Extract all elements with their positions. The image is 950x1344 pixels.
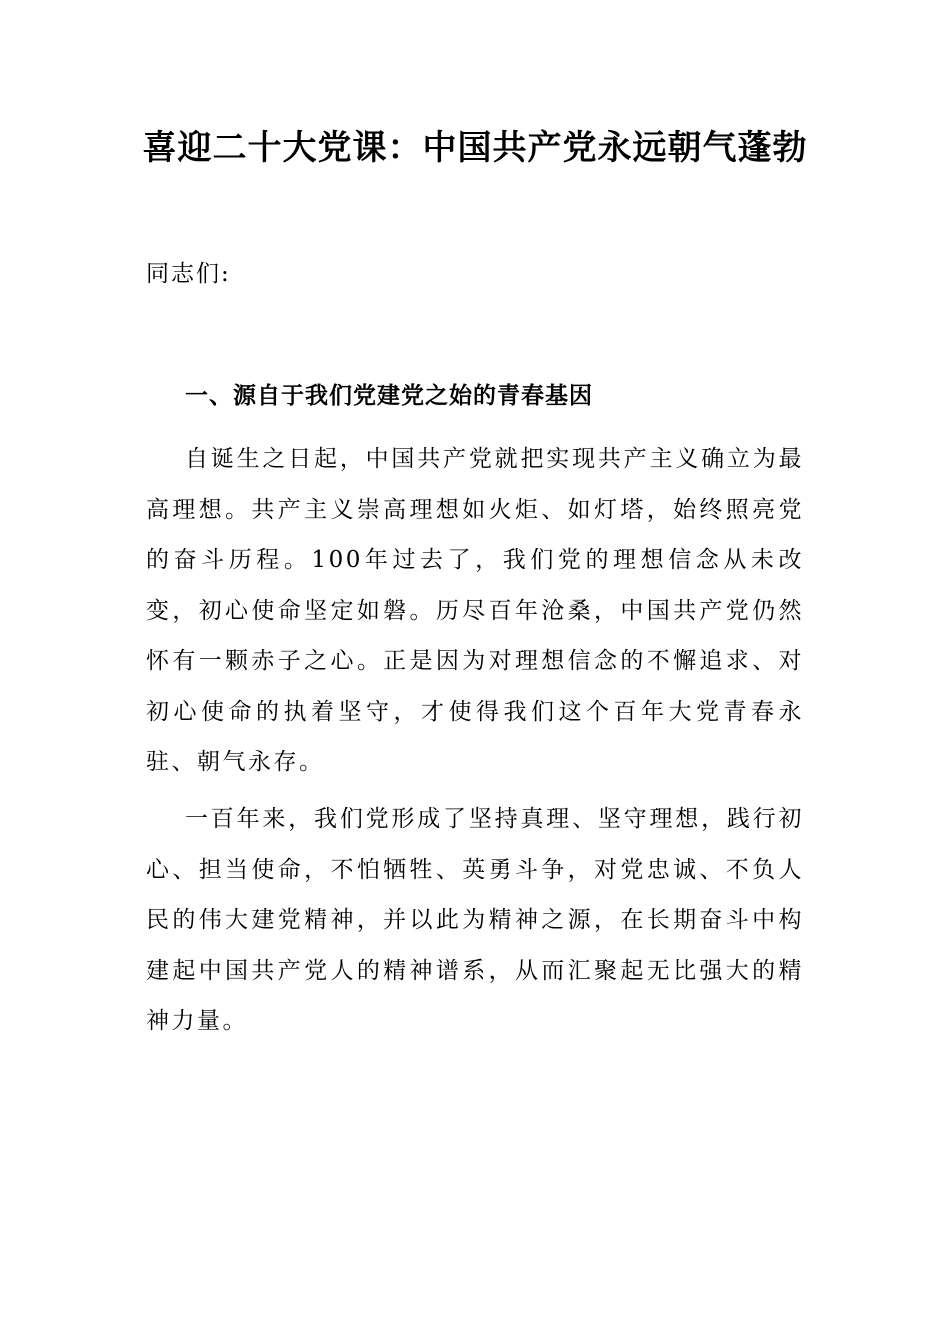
section-heading-1: 一、源自于我们党建党之始的青春基因 [185,382,593,409]
greeting: 同志们: [146,261,231,287]
paragraph-1: 自诞生之日起，中国共产党就把实现共产主义确立为最高理想。共产主义崇高理想如火炬、如灯塔，始终照亮党的奋斗历程。100年过去了，我们党的理想信念从未改变，初心使命坚定如磐。历尽百年沧桑，中国共产党仍然怀有一颗赤子之心。正是因为对理想信念的不懈追求、对初心使命的执着坚守，才使得我们这个百年大党青春永驻、朝气永存。 [146,446,804,775]
document-title: 喜迎二十大党课：中国共产党永远朝气蓬勃 [142,128,808,168]
paragraph-2: 一百年来，我们党形成了坚持真理、坚守理想，践行初心、担当使命，不怕牺牲、英勇斗争，对党忠诚、不负人民的伟大建党精神，并以此为精神之源，在长期奋斗中构建起中国共产党人的精神谱系，从而汇聚起无比强大的精神力量。 [146,806,804,1034]
